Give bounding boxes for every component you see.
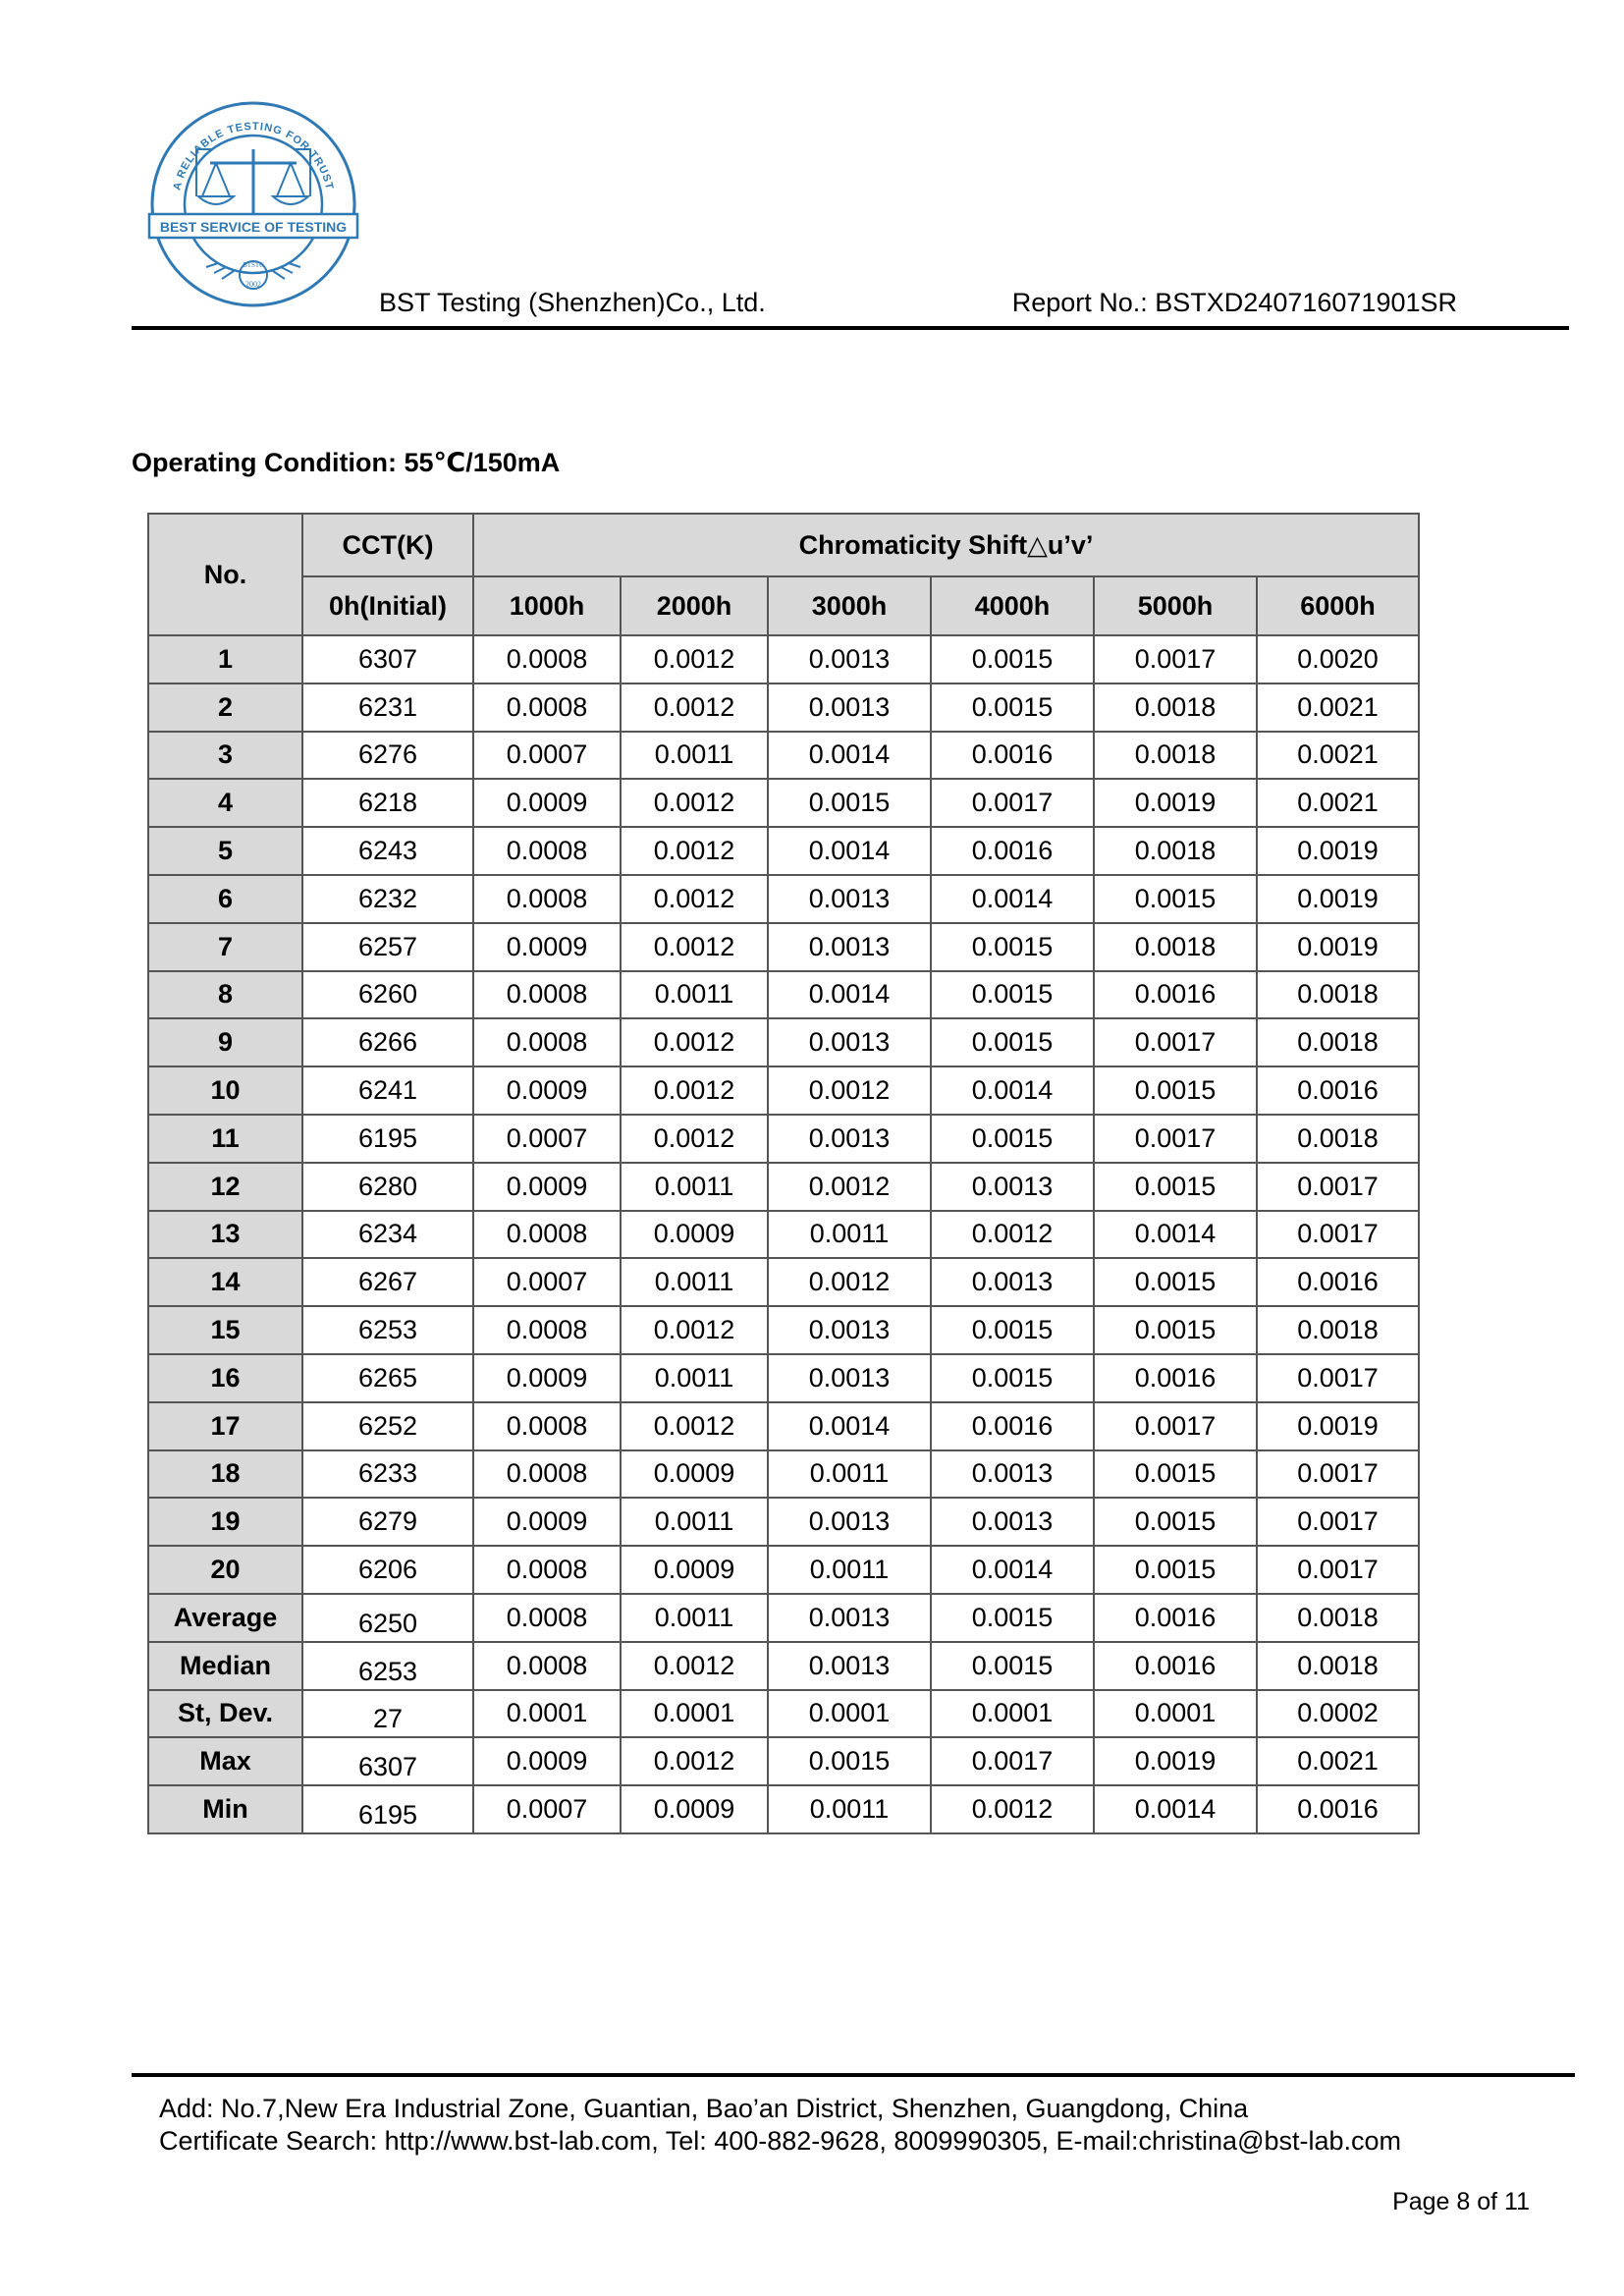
shift-value: 0.0015 [1094, 1066, 1257, 1115]
row-label: Min [148, 1785, 302, 1833]
shift-value: 0.0011 [621, 1594, 768, 1642]
header-hour: 6000h [1257, 576, 1419, 635]
shift-value: 0.0008 [473, 1306, 621, 1354]
shift-value: 0.0016 [1257, 1785, 1419, 1833]
shift-value: 0.0014 [1094, 1211, 1257, 1259]
table-row [148, 1498, 1419, 1546]
shift-value: 0.0013 [931, 1498, 1094, 1546]
shift-value: 0.0013 [768, 1498, 931, 1546]
shift-value: 0.0015 [1094, 875, 1257, 923]
shift-value: 0.0009 [473, 1498, 621, 1546]
shift-value: 0.0008 [473, 1018, 621, 1066]
shift-value: 0.0019 [1094, 1737, 1257, 1785]
shift-value: 0.0011 [768, 1211, 931, 1259]
cct-value: 6195 [302, 1115, 473, 1163]
shift-value: 0.0017 [931, 1737, 1094, 1785]
cct-value: 6206 [302, 1546, 473, 1594]
shift-value: 0.0009 [473, 1737, 621, 1785]
shift-value: 0.0013 [768, 1115, 931, 1163]
table-row [148, 683, 1419, 732]
shift-value: 0.0011 [768, 1785, 931, 1833]
shift-value: 0.0011 [621, 971, 768, 1019]
table-row [148, 827, 1419, 875]
shift-value: 0.0008 [473, 1642, 621, 1690]
cct-value: 6253 [302, 1642, 473, 1690]
shift-value: 0.0017 [1257, 1163, 1419, 1211]
shift-value: 0.0001 [931, 1690, 1094, 1738]
cct-value: 6234 [302, 1211, 473, 1259]
shift-value: 0.0012 [621, 1402, 768, 1450]
shift-value: 0.0018 [1094, 923, 1257, 971]
table-row [148, 1785, 1419, 1833]
table-row [148, 1450, 1419, 1499]
shift-value: 0.0013 [768, 1018, 931, 1066]
shift-value: 0.0007 [473, 732, 621, 780]
shift-value: 0.0013 [931, 1258, 1094, 1306]
header-hour: 2000h [621, 576, 768, 635]
shift-value: 0.0011 [768, 1546, 931, 1594]
shift-value: 0.0012 [621, 779, 768, 827]
shift-value: 0.0017 [1094, 1115, 1257, 1163]
page-number: Page 8 of 11 [1392, 2188, 1530, 2215]
table-row [148, 1546, 1419, 1594]
shift-value: 0.0012 [768, 1066, 931, 1115]
shift-value: 0.0012 [621, 1018, 768, 1066]
cct-value: 6266 [302, 1018, 473, 1066]
shift-value: 0.0015 [768, 1737, 931, 1785]
shift-value: 0.0015 [1094, 1258, 1257, 1306]
shift-value: 0.0013 [931, 1450, 1094, 1499]
shift-value: 0.0020 [1257, 635, 1419, 683]
shift-value: 0.0014 [768, 1402, 931, 1450]
cct-value: 6233 [302, 1450, 473, 1499]
shift-value: 0.0007 [473, 1785, 621, 1833]
shift-value: 0.0013 [768, 635, 931, 683]
shift-value: 0.0018 [1257, 1115, 1419, 1163]
shift-value: 0.0015 [1094, 1450, 1257, 1499]
shift-value: 0.0018 [1257, 1306, 1419, 1354]
shift-value: 0.0017 [1094, 1402, 1257, 1450]
shift-value: 0.0008 [473, 1450, 621, 1499]
cct-value: 6218 [302, 779, 473, 827]
shift-value: 0.0014 [931, 1546, 1094, 1594]
shift-value: 0.0018 [1257, 1642, 1419, 1690]
shift-value: 0.0011 [621, 1163, 768, 1211]
row-label: 19 [148, 1498, 302, 1546]
shift-value: 0.0015 [931, 1115, 1094, 1163]
shift-value: 0.0008 [473, 1546, 621, 1594]
shift-value: 0.0002 [1257, 1690, 1419, 1738]
shift-value: 0.0013 [768, 683, 931, 732]
shift-value: 0.0012 [768, 1258, 931, 1306]
row-label: 4 [148, 779, 302, 827]
shift-value: 0.0015 [931, 971, 1094, 1019]
cct-value: 6307 [302, 635, 473, 683]
shift-value: 0.0017 [1257, 1354, 1419, 1402]
logo-year: 2002 [245, 280, 261, 289]
shift-value: 0.0015 [931, 1018, 1094, 1066]
shift-value: 0.0015 [1094, 1306, 1257, 1354]
shift-value: 0.0013 [768, 1354, 931, 1402]
shift-value: 0.0007 [473, 1258, 621, 1306]
operating-condition: Operating Condition: 55℃/150mA [132, 448, 561, 477]
shift-value: 0.0012 [621, 1737, 768, 1785]
header-cct-initial: 0h(Initial) [302, 576, 473, 635]
row-label: Median [148, 1642, 302, 1690]
shift-value: 0.0009 [621, 1450, 768, 1499]
shift-value: 0.0009 [621, 1785, 768, 1833]
shift-value: 0.0015 [931, 1354, 1094, 1402]
report-number: Report No.: BSTXD240716071901SR [1011, 288, 1457, 317]
shift-value: 0.0008 [473, 1594, 621, 1642]
row-label: 8 [148, 971, 302, 1019]
row-label: 2 [148, 683, 302, 732]
cct-value: 6276 [302, 732, 473, 780]
shift-value: 0.0001 [621, 1690, 768, 1738]
table-row [148, 1690, 1419, 1738]
table-row [148, 1402, 1419, 1450]
shift-value: 0.0019 [1257, 827, 1419, 875]
shift-value: 0.0018 [1094, 827, 1257, 875]
shift-value: 0.0008 [473, 683, 621, 732]
shift-value: 0.0014 [768, 971, 931, 1019]
row-label: 6 [148, 875, 302, 923]
table-row [148, 1642, 1419, 1690]
cct-value: 6260 [302, 971, 473, 1019]
shift-value: 0.0015 [1094, 1498, 1257, 1546]
cct-value: 6243 [302, 827, 473, 875]
company-name: BST Testing (Shenzhen)Co., Ltd. [379, 288, 766, 317]
row-label: 10 [148, 1066, 302, 1115]
shift-value: 0.0011 [621, 1354, 768, 1402]
row-label: Max [148, 1737, 302, 1785]
shift-value: 0.0019 [1257, 875, 1419, 923]
shift-value: 0.0021 [1257, 779, 1419, 827]
logo-banner-text: BEST SERVICE OF TESTING [159, 219, 348, 235]
shift-value: 0.0008 [473, 971, 621, 1019]
shift-value: 0.0015 [931, 683, 1094, 732]
row-label: 16 [148, 1354, 302, 1402]
table-row [148, 923, 1419, 971]
company-logo [147, 98, 359, 310]
table-row [148, 1018, 1419, 1066]
shift-value: 0.0015 [1094, 1163, 1257, 1211]
cct-value: 6279 [302, 1498, 473, 1546]
table-row [148, 1306, 1419, 1354]
shift-value: 0.0016 [1094, 971, 1257, 1019]
row-label: Average [148, 1594, 302, 1642]
shift-value: 0.0018 [1094, 732, 1257, 780]
shift-value: 0.0012 [621, 1115, 768, 1163]
shift-value: 0.0015 [768, 779, 931, 827]
cct-value: 6257 [302, 923, 473, 971]
shift-value: 0.0008 [473, 635, 621, 683]
header-no: No. [148, 514, 302, 635]
cct-value: 27 [302, 1690, 473, 1738]
shift-value: 0.0014 [931, 1066, 1094, 1115]
shift-value: 0.0001 [1094, 1690, 1257, 1738]
shift-value: 0.0012 [621, 827, 768, 875]
shift-value: 0.0016 [931, 732, 1094, 780]
row-label: 5 [148, 827, 302, 875]
shift-value: 0.0009 [473, 923, 621, 971]
shift-value: 0.0015 [1094, 1546, 1257, 1594]
header-hour: 1000h [473, 576, 621, 635]
shift-value: 0.0016 [1094, 1594, 1257, 1642]
row-label: 9 [148, 1018, 302, 1066]
shift-value: 0.0014 [1094, 1785, 1257, 1833]
shift-value: 0.0016 [931, 827, 1094, 875]
shift-value: 0.0012 [621, 1642, 768, 1690]
table-row [148, 1163, 1419, 1211]
header-hour: 4000h [931, 576, 1094, 635]
shift-value: 0.0008 [473, 875, 621, 923]
shift-value: 0.0018 [1257, 1594, 1419, 1642]
shift-value: 0.0009 [473, 1354, 621, 1402]
shift-value: 0.0016 [1094, 1642, 1257, 1690]
shift-value: 0.0014 [768, 732, 931, 780]
table-row [148, 1737, 1419, 1785]
header-hour: 5000h [1094, 576, 1257, 635]
shift-value: 0.0021 [1257, 1737, 1419, 1785]
row-label: 7 [148, 923, 302, 971]
shift-value: 0.0015 [931, 923, 1094, 971]
shift-value: 0.0014 [931, 875, 1094, 923]
cct-value: 6253 [302, 1306, 473, 1354]
table-row [148, 1594, 1419, 1642]
chromaticity-table [147, 513, 1420, 1834]
shift-value: 0.0009 [473, 1163, 621, 1211]
shift-value: 0.0017 [1257, 1546, 1419, 1594]
shift-value: 0.0008 [473, 1402, 621, 1450]
shift-value: 0.0017 [1094, 1018, 1257, 1066]
cct-value: 6267 [302, 1258, 473, 1306]
shift-value: 0.0012 [621, 1306, 768, 1354]
row-label: 18 [148, 1450, 302, 1499]
shift-value: 0.0011 [621, 1258, 768, 1306]
shift-value: 0.0009 [473, 1066, 621, 1115]
shift-value: 0.0012 [621, 683, 768, 732]
cct-value: 6250 [302, 1594, 473, 1642]
shift-value: 0.0013 [768, 1642, 931, 1690]
shift-value: 0.0012 [621, 875, 768, 923]
shift-value: 0.0017 [1257, 1450, 1419, 1499]
shift-value: 0.0016 [1257, 1258, 1419, 1306]
cct-value: 6307 [302, 1737, 473, 1785]
cct-value: 6252 [302, 1402, 473, 1450]
table-row [148, 875, 1419, 923]
shift-value: 0.0013 [768, 1594, 931, 1642]
shift-value: 0.0012 [768, 1163, 931, 1211]
shift-value: 0.0007 [473, 1115, 621, 1163]
shift-value: 0.0012 [621, 923, 768, 971]
footer-divider [132, 2073, 1575, 2077]
row-label: 15 [148, 1306, 302, 1354]
row-label: 20 [148, 1546, 302, 1594]
cct-value: 6265 [302, 1354, 473, 1402]
shift-value: 0.0015 [931, 1306, 1094, 1354]
header-divider [132, 326, 1569, 330]
header-hour: 3000h [768, 576, 931, 635]
shift-value: 0.0019 [1257, 1402, 1419, 1450]
cct-value: 6195 [302, 1785, 473, 1833]
shift-value: 0.0015 [931, 1594, 1094, 1642]
shift-value: 0.0017 [1094, 635, 1257, 683]
row-label: St, Dev. [148, 1690, 302, 1738]
header-chromaticity-shift: Chromaticity Shift△u’v’ [473, 514, 1419, 576]
cct-value: 6231 [302, 683, 473, 732]
shift-value: 0.0019 [1094, 779, 1257, 827]
shift-value: 0.0021 [1257, 683, 1419, 732]
table-row [148, 1211, 1419, 1259]
cct-value: 6232 [302, 875, 473, 923]
shift-value: 0.0012 [931, 1211, 1094, 1259]
shift-value: 0.0012 [621, 1066, 768, 1115]
header-cct: CCT(K) [302, 514, 473, 576]
footer-address: Add: No.7,New Era Industrial Zone, Guantian, Bao’an District, Shenzhen, Guangdong, China [159, 2094, 1249, 2123]
shift-value: 0.0013 [768, 875, 931, 923]
shift-value: 0.0009 [621, 1211, 768, 1259]
footer-certificate: Certificate Search: http://www.bst-lab.com, Tel: 400-882-9628, 8009990305, E-mail:christina@bst-lab.com [159, 2126, 1402, 2156]
cct-value: 6241 [302, 1066, 473, 1115]
table-row [148, 635, 1419, 683]
shift-value: 0.0001 [768, 1690, 931, 1738]
shift-value: 0.0018 [1257, 1018, 1419, 1066]
table-row [148, 1258, 1419, 1306]
table-body [148, 635, 1419, 1833]
shift-value: 0.0019 [1257, 923, 1419, 971]
shift-value: 0.0016 [1257, 1066, 1419, 1115]
shift-value: 0.0011 [621, 1498, 768, 1546]
row-label: 14 [148, 1258, 302, 1306]
table-row [148, 732, 1419, 780]
shift-value: 0.0014 [768, 827, 931, 875]
shift-value: 0.0015 [931, 1642, 1094, 1690]
table-row [148, 1354, 1419, 1402]
shift-value: 0.0017 [1257, 1498, 1419, 1546]
table-row [148, 971, 1419, 1019]
row-label: 12 [148, 1163, 302, 1211]
cct-value: 6280 [302, 1163, 473, 1211]
row-label: 17 [148, 1402, 302, 1450]
shift-value: 0.0013 [931, 1163, 1094, 1211]
shift-value: 0.0016 [931, 1402, 1094, 1450]
shift-value: 0.0011 [621, 732, 768, 780]
table-row [148, 779, 1419, 827]
shift-value: 0.0016 [1094, 1354, 1257, 1402]
shift-value: 0.0013 [768, 923, 931, 971]
table-row [148, 1115, 1419, 1163]
row-label: 13 [148, 1211, 302, 1259]
logo-seal-text: BTSTC [243, 261, 264, 269]
shift-value: 0.0011 [768, 1450, 931, 1499]
shift-value: 0.0012 [931, 1785, 1094, 1833]
shift-value: 0.0009 [473, 779, 621, 827]
shift-value: 0.0018 [1094, 683, 1257, 732]
shift-value: 0.0001 [473, 1690, 621, 1738]
row-label: 11 [148, 1115, 302, 1163]
shift-value: 0.0009 [621, 1546, 768, 1594]
logo-top-text: A RELIABLE TESTING FOR TRUST [171, 120, 336, 191]
shift-value: 0.0008 [473, 1211, 621, 1259]
row-label: 3 [148, 732, 302, 780]
shift-value: 0.0017 [1257, 1211, 1419, 1259]
shift-value: 0.0017 [931, 779, 1094, 827]
shift-value: 0.0018 [1257, 971, 1419, 1019]
shift-value: 0.0012 [621, 635, 768, 683]
table-row [148, 1066, 1419, 1115]
shift-value: 0.0013 [768, 1306, 931, 1354]
shift-value: 0.0021 [1257, 732, 1419, 780]
shift-value: 0.0015 [931, 635, 1094, 683]
row-label: 1 [148, 635, 302, 683]
shift-value: 0.0008 [473, 827, 621, 875]
